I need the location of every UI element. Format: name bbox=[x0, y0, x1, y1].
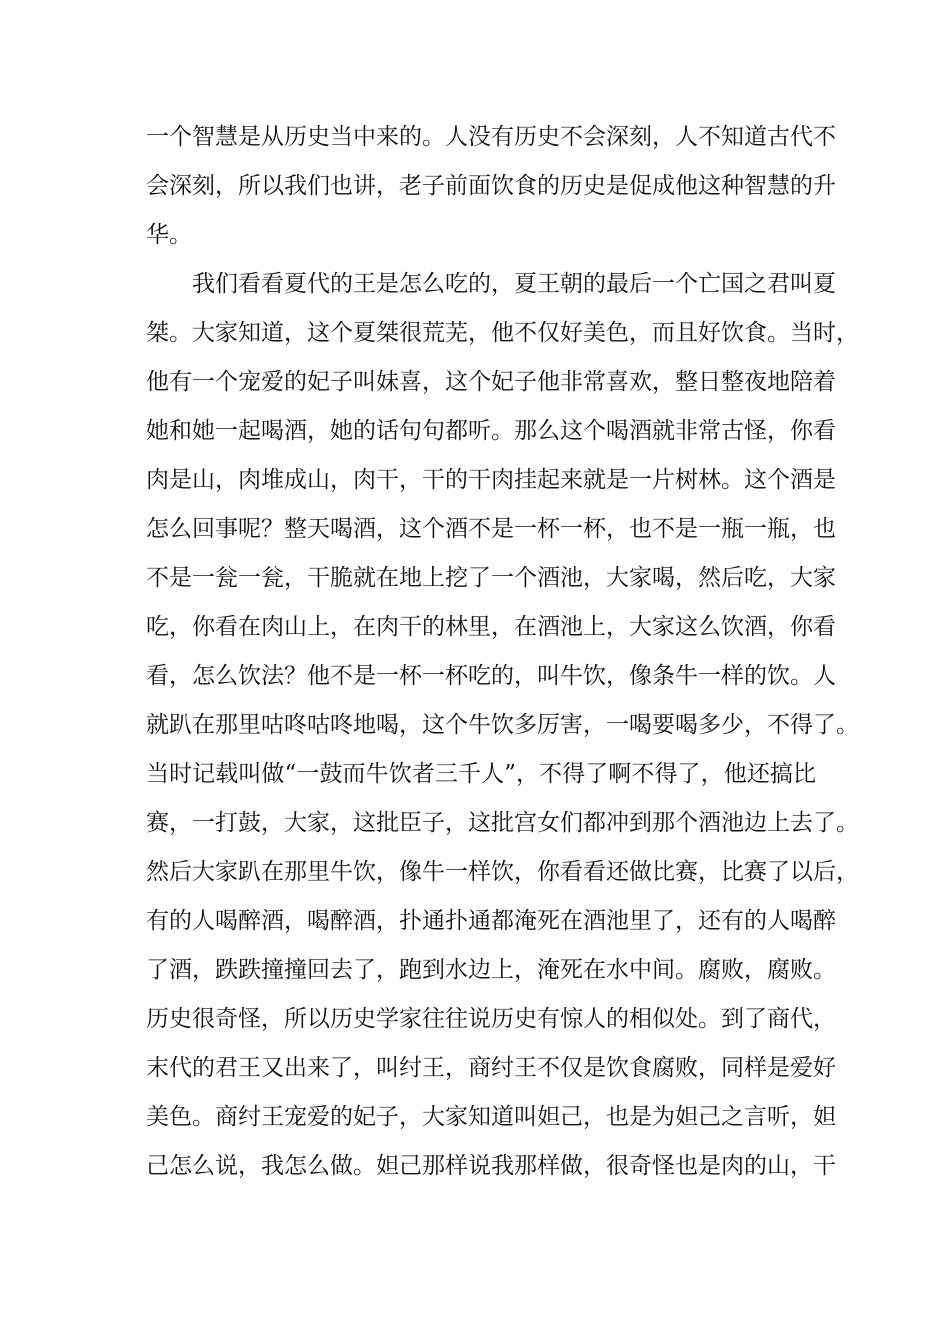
text-line: 怎么回事呢？整天喝酒，这个酒不是一杯一杯，也不是一瓶一瓶，也 bbox=[146, 516, 836, 542]
text-line: 有的人喝醉酒，喝醉酒，扑通扑通都淹死在酒池里了，还有的人喝醉 bbox=[146, 908, 836, 934]
text-line: 一个智慧是从历史当中来的。人没有历史不会深刻，人不知道古代不 bbox=[146, 124, 836, 150]
text-line: 吃，你看在肉山上，在肉干的林里，在酒池上，大家这么饮酒，你看 bbox=[146, 614, 836, 640]
text-line: 看，怎么饮法？他不是一杯一杯吃的，叫牛饮，像条牛一样的饮。人 bbox=[146, 663, 836, 689]
text-line: 我们看看夏代的王是怎么吃的，夏王朝的最后一个亡国之君叫夏 bbox=[146, 271, 836, 297]
text-line: 就趴在那里咕咚咕咚地喝，这个牛饮多厉害，一喝要喝多少，不得了。 bbox=[146, 712, 859, 738]
text-line: 华。 bbox=[146, 222, 192, 248]
text-line: 不是一瓮一瓮，干脆就在地上挖了一个酒池，大家喝，然后吃，大家 bbox=[146, 565, 836, 591]
text-line: 她和她一起喝酒，她的话句句都听。那么这个喝酒就非常古怪，你看 bbox=[146, 418, 836, 444]
body-text bbox=[146, 113, 859, 1191]
text-line: 然后大家趴在那里牛饮，像牛一样饮，你看看还做比赛，比赛了以后， bbox=[146, 859, 859, 885]
paragraph-2 bbox=[146, 260, 859, 1191]
text-line: 赛，一打鼓，大家，这批臣子，这批宫女们都冲到那个酒池边上去了。 bbox=[146, 810, 859, 836]
text-line: 美色。商纣王宠爱的妃子，大家知道叫妲己，也是为妲己之言听，妲 bbox=[146, 1104, 836, 1130]
text-line: 当时记载叫做“一鼓而牛饮者三千人”，不得了啊不得了，他还搞比 bbox=[146, 761, 816, 787]
text-line: 肉是山，肉堆成山，肉干，干的干肉挂起来就是一片树林。这个酒是 bbox=[146, 467, 836, 493]
text-line: 末代的君王又出来了，叫纣王，商纣王不仅是饮食腐败，同样是爱好 bbox=[146, 1055, 836, 1081]
text-line: 了酒，跌跌撞撞回去了，跑到水边上，淹死在水中间。腐败，腐败。 bbox=[146, 957, 836, 983]
text-line: 历史很奇怪，所以历史学家往往说历史有惊人的相似处。到了商代， bbox=[146, 1006, 836, 1032]
text-line: 桀。大家知道，这个夏桀很荒芜，他不仅好美色，而且好饮食。当时， bbox=[146, 320, 859, 346]
paragraph-1 bbox=[146, 113, 836, 260]
text-line: 他有一个宠爱的妃子叫妹喜，这个妃子他非常喜欢，整日整夜地陪着 bbox=[146, 369, 836, 395]
text-line: 己怎么说，我怎么做。妲己那样说我那样做，很奇怪也是肉的山，干 bbox=[146, 1153, 836, 1179]
text-line: 会深刻，所以我们也讲，老子前面饮食的历史是促成他这种智慧的升 bbox=[146, 173, 836, 199]
